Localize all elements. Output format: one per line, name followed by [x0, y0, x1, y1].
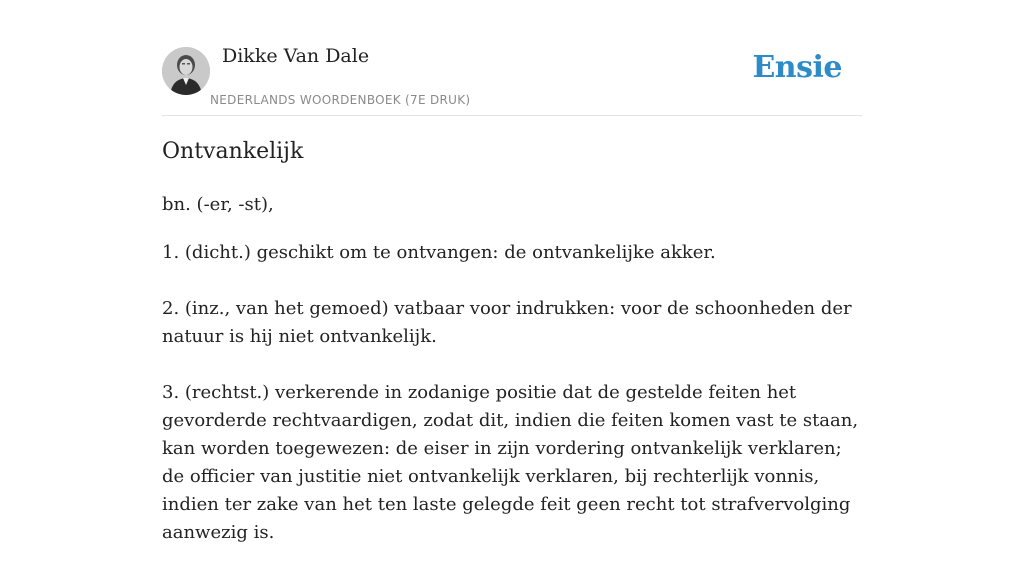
- grammar-info: bn. (-er, -st),: [162, 194, 274, 215]
- definition-item: 1. (dicht.) geschikt om te ontvangen: de ontvankelijke akker.: [162, 242, 716, 263]
- entry-page: [162, 0, 862, 543]
- author-avatar[interactable]: [162, 47, 210, 95]
- page-header: [162, 0, 862, 116]
- ensie-logo[interactable]: Ensie: [752, 50, 842, 85]
- definition-list: [162, 239, 862, 575]
- portrait-image: [162, 47, 210, 95]
- source-title[interactable]: NEDERLANDS WOORDENBOEK (7E DRUK): [210, 93, 471, 107]
- author-name[interactable]: Dikke Van Dale: [222, 45, 370, 67]
- definition-item: 3. (rechtst.) verkerende in zodanige positie dat de gestelde feiten het gevorderde rechtvaardigen, zodat dit, indien die feiten komen vast te staan, kan worden toegewezen: de eiser in zijn vordering ontvankelijk verklaren; de officier van justitie niet ontvankelijk verklaren, bij rechterlijk vonnis, indien ter zake van het ten laste gelegde feit geen recht tot strafvervolging aanwezig is.: [162, 382, 859, 543]
- definition-item: 2. (inz., van het gemoed) vatbaar voor indrukken: voor de schoonheden der natuur is hij niet ontvankelijk.: [162, 298, 852, 347]
- entry-title: Ontvankelijk: [162, 139, 304, 164]
